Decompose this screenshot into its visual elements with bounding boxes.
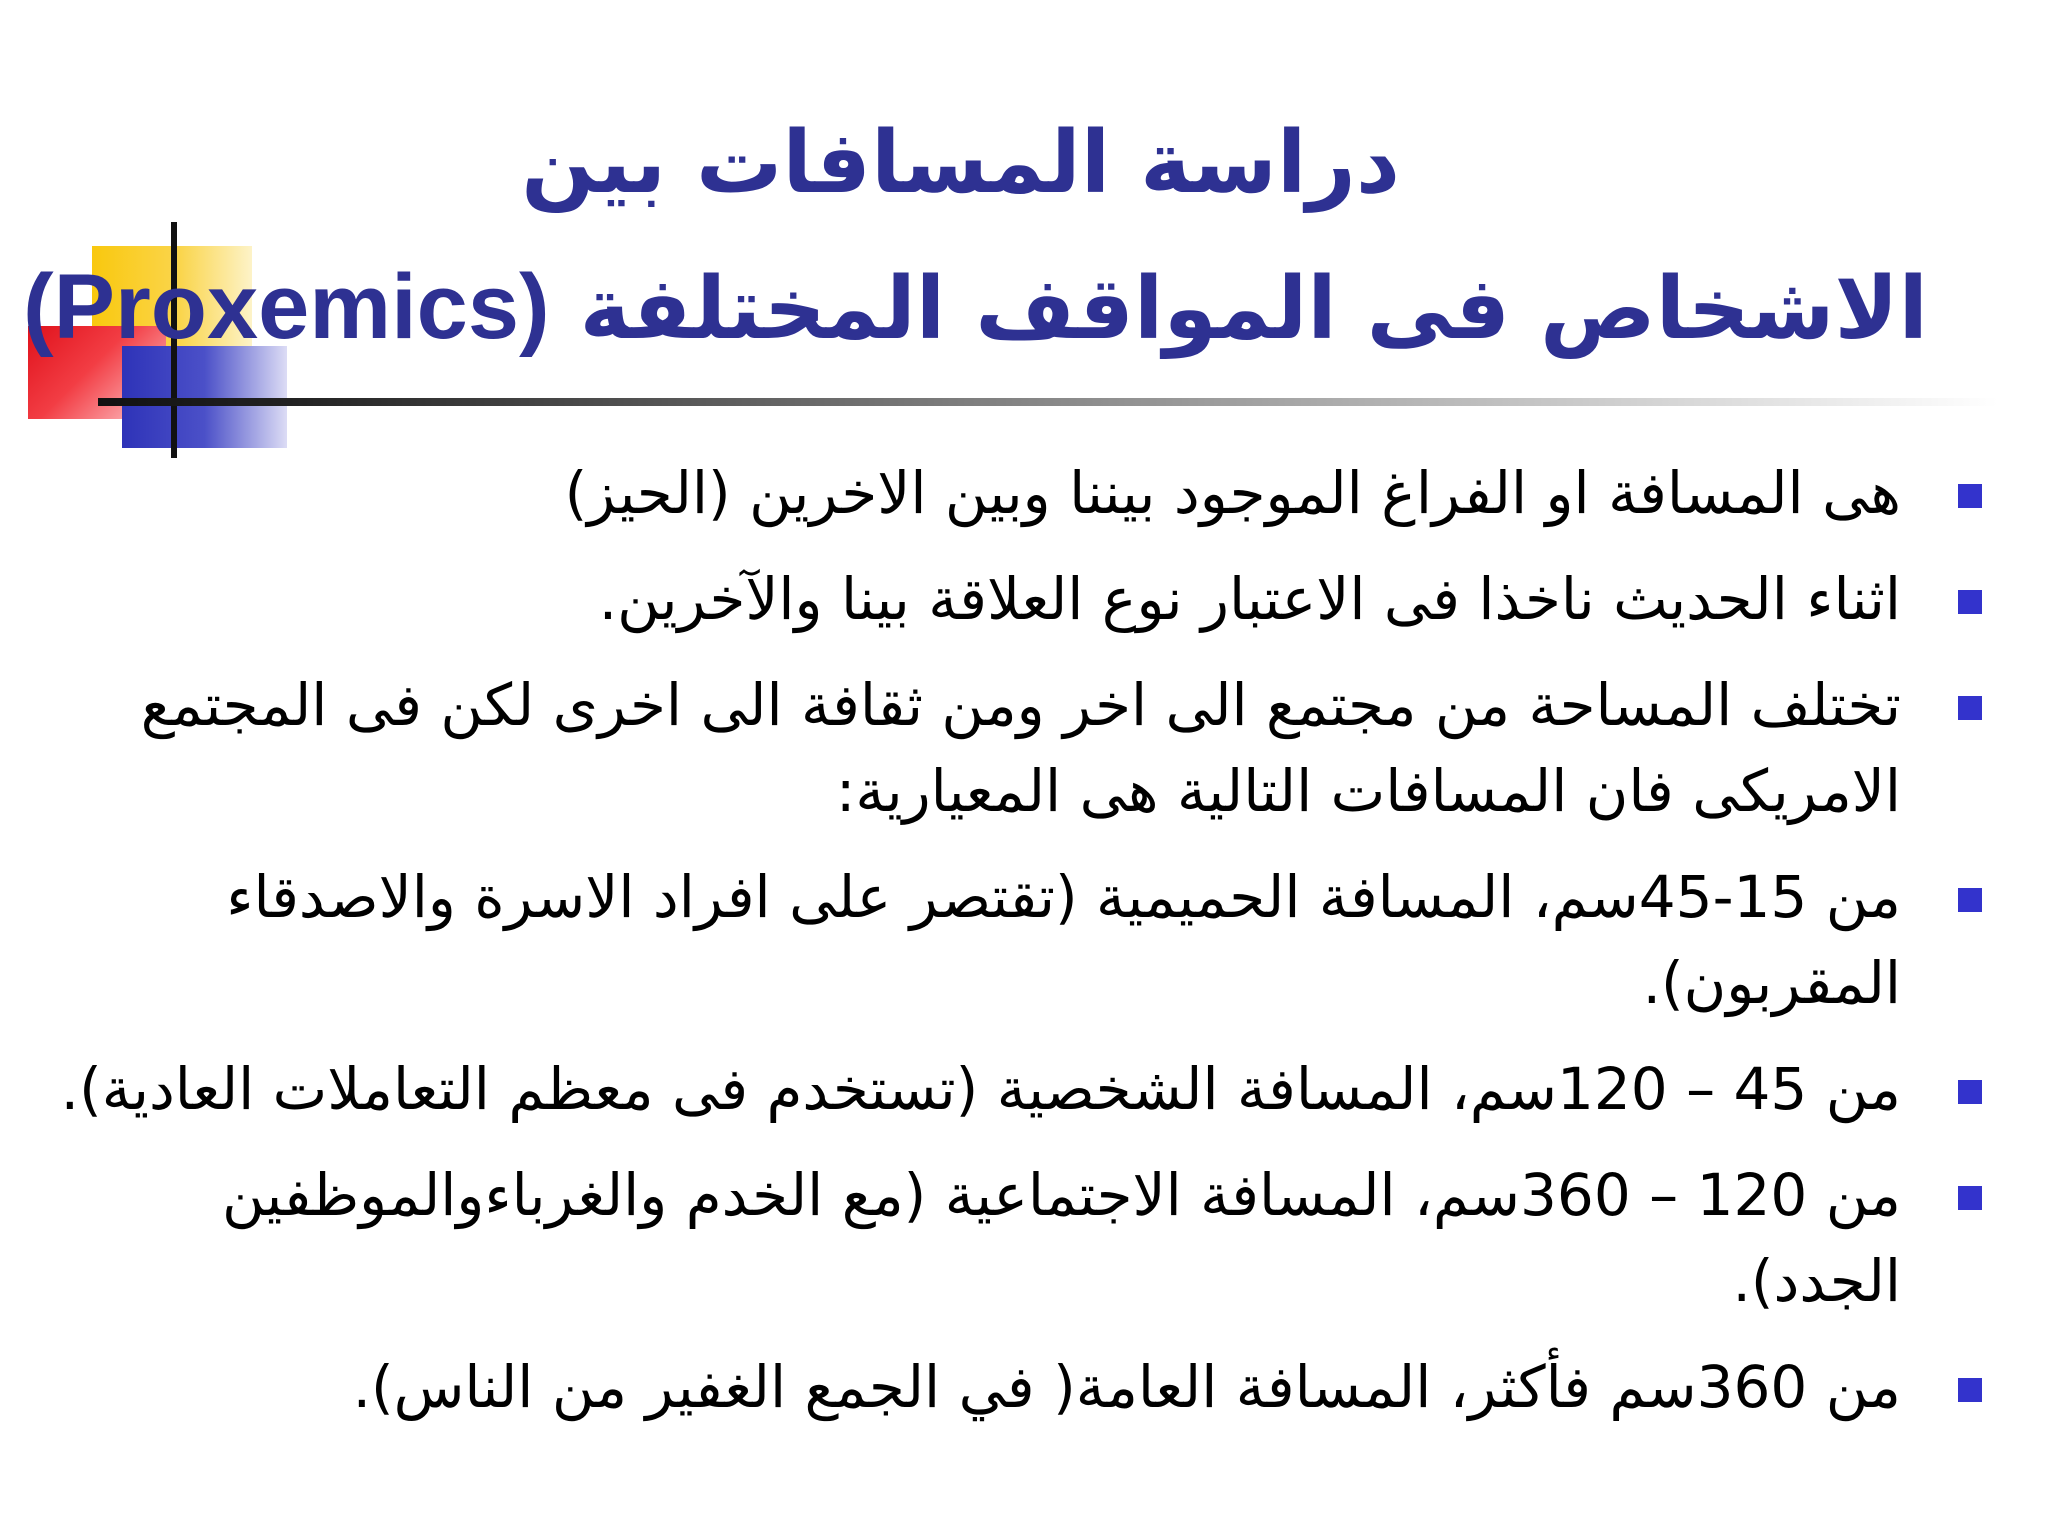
bullet-item-1	[60, 450, 1982, 536]
bullet-text: هى المسافة او الفراغ الموجود بيننا وبين الاخرين (الحيز)	[564, 459, 1901, 527]
slide-title-arabic: الاشخاص فى المواقف المختلفة	[549, 259, 1928, 359]
bullet-square-icon	[1958, 484, 1982, 508]
bullet-square-icon	[1958, 888, 1982, 912]
bullet-item-3	[60, 662, 1982, 834]
bullet-text: من 360سم فأكثر، المسافة العامة( في الجمع الغفير من الناس).	[352, 1353, 1901, 1421]
bullet-list	[60, 450, 1982, 1450]
bullet-text: من 45 – 120سم، المسافة الشخصية (تستخدم فى معظم التعاملات العادية).	[60, 1055, 1901, 1123]
bullet-square-icon	[1958, 1080, 1982, 1104]
slide-title-line-1: دراسة المسافات بين	[521, 113, 1400, 213]
bullet-item-5	[60, 1046, 1982, 1132]
bullet-item-2	[60, 556, 1982, 642]
slide-title-line-2	[23, 252, 1928, 364]
bullet-text: اثناء الحديث ناخذا فى الاعتبار نوع العلاقة بينا والآخرين.	[598, 565, 1901, 633]
title-divider-line	[98, 398, 1998, 406]
bullet-item-4	[60, 854, 1982, 1026]
bullet-item-7	[60, 1344, 1982, 1430]
bullet-text: من 120 – 360سم، المسافة الاجتماعية (مع الخدم والغرباءوالموظفين الجدد).	[221, 1161, 1901, 1315]
bullet-text: من 15-45سم، المسافة الحميمية (تقتصر على افراد الاسرة والاصدقاء المقربون).	[226, 863, 1901, 1017]
bullet-square-icon	[1958, 590, 1982, 614]
bullet-square-icon	[1958, 1186, 1982, 1210]
slide-title-latin: (Proxemics)	[22, 256, 550, 358]
bullet-item-6	[60, 1152, 1982, 1324]
bullet-square-icon	[1958, 696, 1982, 720]
bullet-square-icon	[1958, 1378, 1982, 1402]
bullet-text: تختلف المساحة من مجتمع الى اخر ومن ثقافة الى اخرى لكن فى المجتمع الامريكى فان المسافات التالية هى المعيارية:	[140, 671, 1901, 825]
